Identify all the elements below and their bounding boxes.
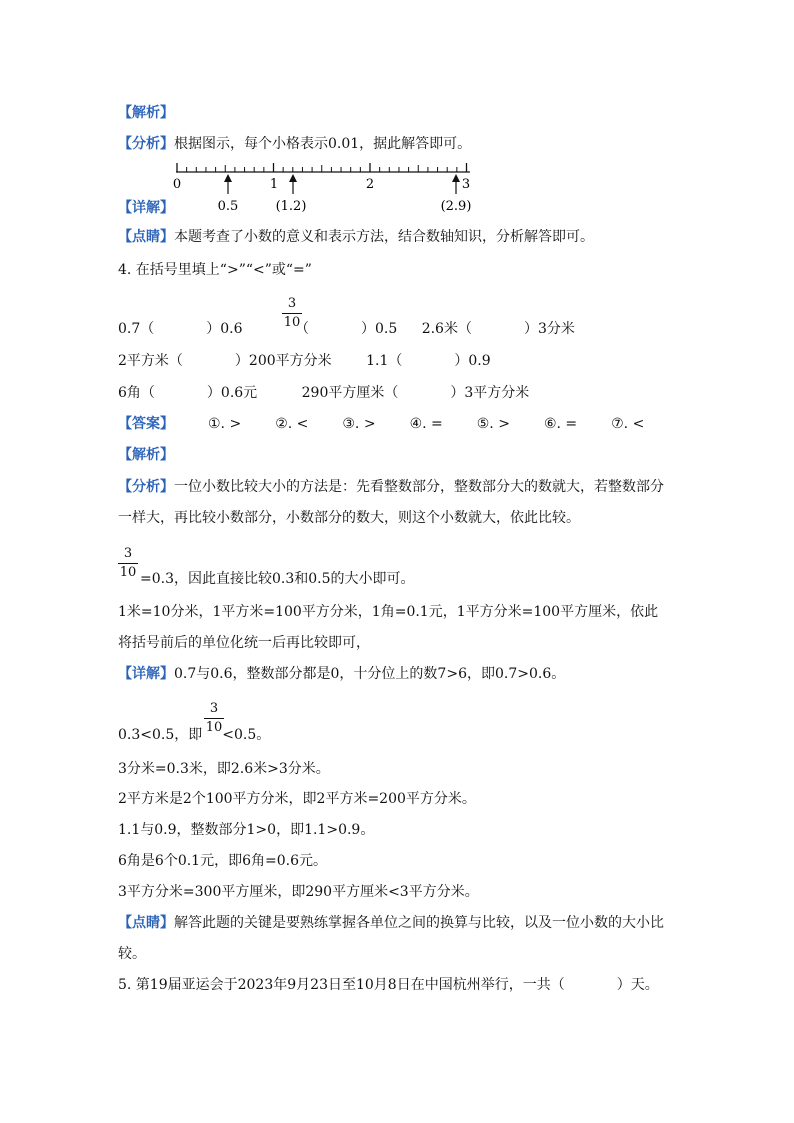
dianjing-label: 【点睛】 [118, 915, 174, 931]
jiexi-label: 【解析】 [118, 447, 174, 463]
xiangjie-label: 【详解】 [118, 200, 174, 216]
fenxi-label: 【分析】 [118, 136, 174, 152]
unit-line-1: 1米=10分米，1平方米=100平方分米，1角=0.1元，1平方分米=100平方厘米，依此 [118, 604, 659, 620]
arrow-label-2-9: (2.9) [440, 199, 472, 214]
arrow-2-9 [452, 174, 460, 194]
tick-label-2: 2 [365, 177, 375, 192]
q5-tail: ）天。 [616, 977, 659, 993]
answer-1: ①. > [208, 416, 242, 432]
fraction-denominator: 10 [283, 315, 301, 330]
unit-line-2: 将括号前后的单位化统一后再比较即可， [118, 635, 370, 651]
xiangjie-text: 0.7与0.6，整数部分都是0，十分位上的数7>6，即0.7>0.6。 [174, 666, 566, 682]
fraction-numerator: 3 [123, 546, 133, 561]
cmp5-left: 1.1（ [366, 353, 403, 369]
q4-jiexi [118, 446, 174, 464]
jiexi-label: 【解析】 [118, 105, 174, 121]
arrow-1-2 [289, 174, 297, 194]
tick-label-0: 0 [172, 177, 182, 192]
cmp7-left: 290平方厘米（ [301, 385, 399, 401]
answer-2: ②. < [275, 416, 309, 432]
fraction-numerator: 3 [209, 701, 219, 716]
q4-row-3 [118, 384, 529, 402]
detail-line-5: 1.1与0.9，整数部分1>0，即1.1>0.9。 [118, 822, 375, 838]
q4-title: 4. 在括号里填上“>”“<”或“=” [118, 262, 312, 278]
arrow-0-5 [224, 174, 232, 194]
cmp1-left: 0.7（ [118, 321, 155, 337]
answer-6: ⑥. = [543, 416, 578, 432]
answer-5: ⑤. > [476, 416, 510, 432]
detail-line-4: 2平方米是2个100平方分米，即2平方米=200平方分米。 [118, 791, 476, 807]
q4-row-1 [118, 320, 575, 338]
answer-label: 【答案】 [118, 416, 174, 432]
fraction-equals-text: =0.3，因此直接比较0.3和0.5的大小即可。 [140, 571, 415, 587]
dianjing-line [118, 228, 594, 246]
q5-line [118, 976, 659, 994]
fraction-bar [118, 563, 138, 564]
fraction-bar [282, 313, 302, 314]
xiangjie-line [118, 199, 174, 217]
dianjing-text: 本题考查了小数的意义和表示方法，结合数轴知识，分析解答即可。 [174, 229, 594, 245]
detail-line-6: 6角是6个0.1元，即6角=0.6元。 [118, 853, 327, 869]
cmp3-right: ）3分米 [523, 321, 575, 337]
q4-fenxi-2: 一样大，再比较小数部分，小数部分的数大，则这个小数就大，依此比较。 [118, 510, 580, 526]
cmp5-right: ）0.9 [454, 353, 491, 369]
detail-line-3: 3分米=0.3米，即2.6米>3分米。 [118, 761, 330, 777]
q4-row-2 [118, 352, 491, 370]
tick-label-3: 3 [461, 177, 471, 192]
cmp6-right: ）0.6元 [206, 385, 258, 401]
cmp1-right: ）0.6 [206, 321, 243, 337]
xiangjie-label: 【详解】 [118, 666, 174, 682]
arrow-label-1-2: (1.2) [275, 199, 307, 214]
cmp4-left: 2平方米（ [118, 353, 183, 369]
dianjing-text-1: 解答此题的关键是要熟练掌握各单位之间的换算与比较，以及一位小数的大小比 [174, 915, 664, 931]
tick-label-1: 1 [269, 177, 279, 192]
arrow-label-0-5: 0.5 [217, 199, 239, 214]
fraction-denominator: 10 [205, 720, 223, 735]
q4-fenxi-1 [118, 478, 664, 496]
answer-4: ④. = [409, 416, 443, 432]
fraction-denominator: 10 [119, 565, 137, 580]
dianjing-label: 【点睛】 [118, 229, 174, 245]
fenxi-label: 【分析】 [118, 479, 174, 495]
answer-3: ③. > [342, 416, 376, 432]
answer-7: ⑦. < [611, 416, 645, 432]
q4-xiangjie [118, 665, 565, 683]
analysis-text [118, 135, 471, 153]
cmp3-left: 2.6米（ [421, 321, 472, 337]
q4-answer-line [118, 415, 678, 433]
cmp7-right: ）3平方分米 [450, 385, 530, 401]
q5-title: 5. 第19届亚运会于2023年9月23日至10月8日在中国杭州举行，一共（ [118, 977, 565, 993]
detail-line-2 [118, 726, 270, 744]
cmp6-left: 6角（ [118, 385, 155, 401]
cmp2-right: ）0.5 [360, 321, 398, 337]
cmp4-right: ）200平方分米 [234, 353, 332, 369]
detail-line-7: 3平方分米=300平方厘米，即290平方厘米<3平方分米。 [118, 884, 479, 900]
cmp2-left: （ [294, 321, 309, 337]
detail-2-left: 0.3<0.5，即 [118, 727, 203, 743]
fraction-bar [204, 718, 224, 719]
q4-dianjing-1 [118, 914, 664, 932]
number-line [168, 160, 488, 216]
q4-dianjing-2: 较。 [118, 946, 146, 962]
minor-ticks [177, 163, 467, 172]
analysis-heading [118, 104, 174, 122]
fraction-numerator: 3 [287, 296, 297, 311]
detail-2-right: <0.5。 [222, 727, 271, 743]
fenxi-text-1: 一位小数比较大小的方法是：先看整数部分，整数部分大的数就大，若整数部分 [174, 479, 664, 495]
fenxi-fraction [118, 546, 138, 581]
fenxi-text: 根据图示，每个小格表示0.01，据此解答即可。 [174, 136, 472, 152]
